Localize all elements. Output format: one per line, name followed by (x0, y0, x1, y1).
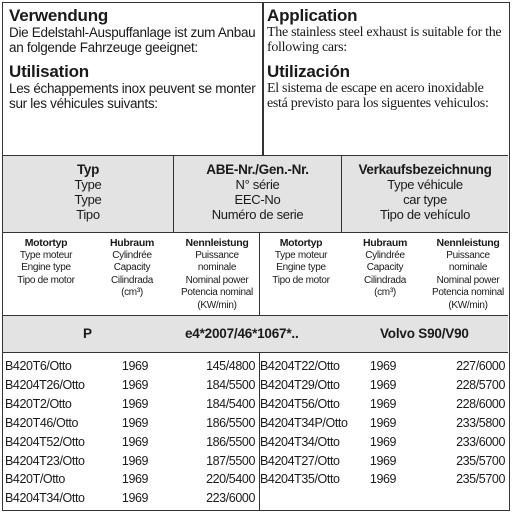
capacity-cell: 1969 (121, 415, 149, 430)
text-es: El sistema de escape en acero inoxidable está previsto para los siguentes vehiculos: (267, 81, 489, 111)
engine-cell: B420T6/Otto (5, 359, 72, 373)
vehicle-table (3, 156, 508, 510)
header-abe-line: EEC-No (234, 192, 281, 207)
power-cell: 184/5400 (206, 396, 255, 411)
intro-section (3, 3, 508, 155)
intro-es (267, 63, 505, 111)
subheader-title: Nennleistung (436, 237, 500, 249)
heading-fr: Utilisation (9, 62, 89, 81)
subheader-line: Engine type (21, 262, 71, 273)
subheader-line: Capacity (366, 262, 404, 273)
engine-cell: B4204T27/Otto (260, 453, 340, 468)
subheader-hubraum (90, 234, 174, 314)
engine-cell: B4204T23/Otto (5, 453, 85, 468)
subheader-line: Type moteur (274, 249, 328, 261)
capacity-cell: 1969 (121, 359, 149, 373)
header-abe (174, 156, 341, 232)
power-cell: 184/5500 (206, 377, 255, 392)
intro-de (9, 7, 257, 55)
capacity-cell: 1969 (121, 472, 149, 487)
header-verkauf-line: car type (403, 192, 447, 207)
subheader-line: Capacity (113, 262, 151, 273)
header-verkauf-line: Tipo de vehículo (379, 207, 471, 222)
subheader-line: Puissance nominale (195, 249, 239, 273)
power-cell: 145/4800 (206, 359, 255, 373)
subheader-line: (KW/min) (448, 299, 488, 311)
header-typ (3, 156, 173, 232)
engine-cell: B4204T34/Otto (5, 491, 85, 506)
text-fr: Les échappements inox peuvent se monter sur les véhicules suivants: (9, 81, 256, 111)
engine-cell: B4204T29/Otto (260, 377, 340, 392)
power-cell: 187/5500 (206, 453, 255, 468)
engine-cell: B4204T34P/Otto (260, 415, 348, 430)
subheader-line: Engine type (276, 262, 326, 273)
intro-right-column (267, 7, 505, 111)
band-typ: P (83, 326, 92, 341)
text-de: Die Edelstahl-Auspuffanlage ist zum Anbau an folgende Fahrzeuge geeignet: (9, 25, 256, 55)
subheader-line: Type moteur (19, 249, 73, 261)
header-typ-line: Tipo (76, 207, 100, 222)
subheader-line: Puissance nominale (446, 249, 490, 273)
divider (259, 233, 260, 316)
subheader-motortyp (260, 234, 342, 314)
engine-cell: B4204T22/Otto (260, 359, 340, 373)
subheader-nennleistung (428, 234, 508, 314)
capacity-cell: 1969 (369, 415, 397, 430)
header-verkauf-line: Type véhicule (387, 177, 463, 192)
band-abe: e4*2007/46*1067*.. (185, 326, 299, 341)
capacity-cell: 1969 (121, 396, 149, 411)
subheader-line: Tipo de motor (272, 274, 330, 286)
subheader-line: (KW/min) (197, 299, 237, 311)
header-typ-line: Type (74, 192, 102, 207)
engine-cell: B420T46/Otto (5, 415, 79, 430)
engine-cell: B4204T34/Otto (260, 434, 340, 449)
text-en: The stainless steel exhaust is suitable for the following cars: (267, 25, 502, 55)
subheader-line: Potencia nominal (181, 287, 253, 298)
subheader-line: Tipo de motor (17, 274, 75, 286)
subheader-title: Hubraum (110, 237, 154, 249)
engine-cell: B4204T35/Otto (260, 472, 340, 487)
capacity-cell: 1969 (369, 377, 397, 392)
subheader-line: Cilindrada (363, 274, 407, 286)
power-cell: 228/5700 (456, 377, 505, 392)
header-typ-line: Type (74, 177, 102, 192)
capacity-cell: 1969 (369, 472, 397, 487)
model-band (3, 316, 508, 352)
capacity-cell: 1969 (121, 453, 149, 468)
heading-en: Application (267, 6, 358, 25)
power-cell: 186/5500 (206, 434, 255, 449)
capacity-cell: 1969 (369, 453, 397, 468)
header-abe-title: ABE-Nr./Gen.-Nr. (206, 162, 309, 177)
intro-left-column (9, 7, 257, 111)
power-cell: 227/6000 (456, 359, 505, 373)
subheader-motortyp (3, 234, 89, 314)
header-typ-title: Typ (76, 162, 100, 177)
power-cell: 233/6000 (456, 434, 505, 449)
header-abe-line: Numéro de serie (211, 207, 304, 222)
engine-cell: B4204T52/Otto (5, 434, 85, 449)
engine-cell: B4204T56/Otto (260, 396, 340, 411)
subheader-nennleistung (175, 234, 259, 314)
capacity-cell: 1969 (369, 359, 397, 373)
power-cell: 223/6000 (206, 491, 255, 506)
divider (341, 156, 342, 232)
engine-cell: B4204T26/Otto (5, 377, 85, 392)
band-verkauf: Volvo S90/V90 (380, 326, 469, 341)
application-sheet (2, 2, 510, 511)
divider (3, 232, 508, 233)
header-verkauf (342, 156, 508, 232)
power-cell: 186/5500 (206, 415, 255, 430)
subheader-title: Hubraum (363, 237, 407, 249)
engine-cell: B420T2/Otto (5, 396, 72, 411)
power-cell: 233/5800 (456, 415, 505, 430)
subheader-title: Motortyp (279, 237, 323, 249)
intro-en (267, 7, 505, 55)
header-verkauf-title: Verkaufsbezeichnung (358, 162, 492, 177)
divider (3, 352, 508, 353)
subheader-title: Motortyp (24, 237, 68, 249)
capacity-cell: 1969 (121, 377, 149, 392)
capacity-cell: 1969 (369, 434, 397, 449)
intro-divider (262, 3, 264, 155)
header-abe-line: N° série (235, 177, 280, 192)
subheader-line: Potencia nominal (432, 287, 504, 298)
power-cell: 235/5700 (456, 472, 505, 487)
subheader-line: Nominal power (185, 274, 249, 286)
divider (173, 156, 174, 232)
capacity-cell: 1969 (369, 396, 397, 411)
subheader-line: (cm³) (121, 287, 143, 298)
capacity-cell: 1969 (121, 491, 149, 506)
power-cell: 220/5400 (206, 472, 255, 487)
subheader-line: Cilindrada (110, 274, 154, 286)
subheader-line: (cm³) (374, 287, 396, 298)
power-cell: 228/6000 (456, 396, 505, 411)
capacity-cell: 1969 (121, 434, 149, 449)
heading-es: Utilización (267, 62, 350, 81)
heading-de: Verwendung (9, 6, 109, 25)
subheader-line: Cylindrée (365, 249, 405, 261)
intro-fr (9, 63, 257, 111)
subheader-title: Nennleistung (185, 237, 249, 249)
subheader-hubraum (343, 234, 427, 314)
subheader-line: Cylindrée (112, 249, 152, 261)
engine-cell: B420T/Otto (5, 472, 65, 487)
power-cell: 235/5700 (456, 453, 505, 468)
subheader-line: Nominal power (436, 274, 500, 286)
